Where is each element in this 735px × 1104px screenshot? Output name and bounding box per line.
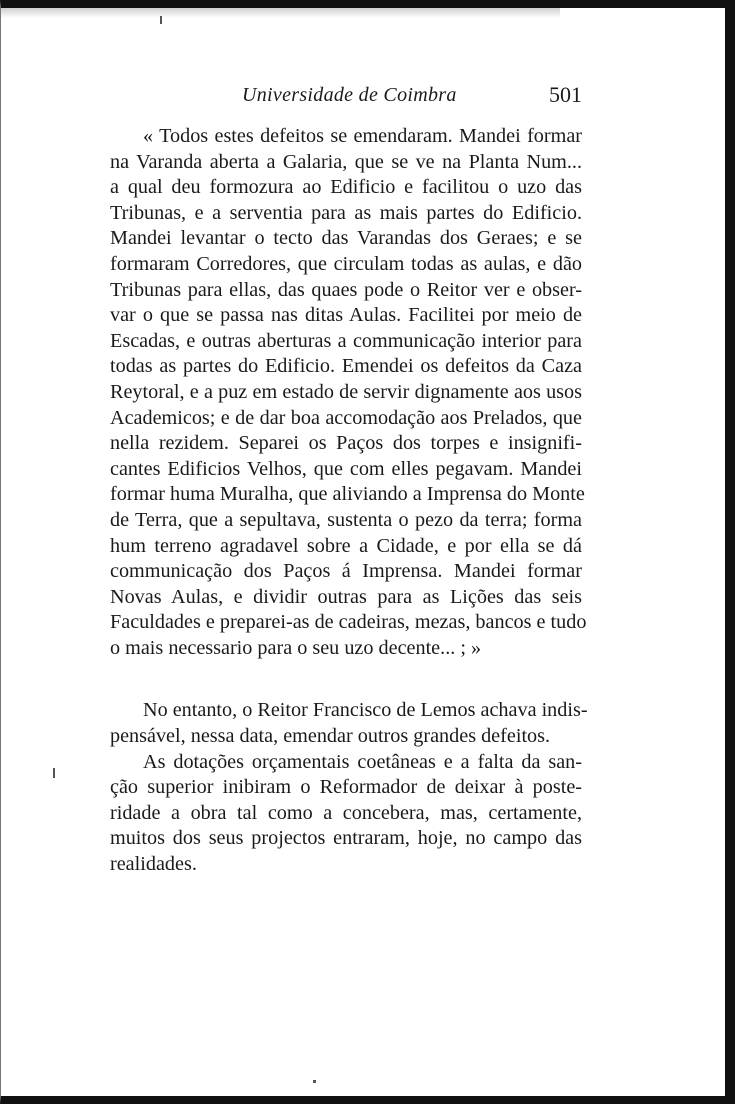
ink-speck — [160, 16, 162, 24]
paragraph — [110, 750, 582, 878]
text-line: na Varanda aberta a Galaria, que se ve na Planta Num... — [110, 150, 582, 173]
text-line: todas as partes do Edificio. Emendei os defeitos da Caza — [110, 355, 582, 378]
text-line: de Terra, que a sepultava, sustenta o pezo da terra; forma — [110, 508, 582, 531]
text-line: pensável, nessa data, emendar outros grandes defeitos. — [110, 725, 551, 748]
text-line: realidades. — [110, 853, 197, 876]
page-number: 501 — [549, 82, 582, 107]
text-line: var o que se passa nas ditas Aulas. Facilitei por meio de — [110, 304, 582, 327]
text-line: a qual deu formozura ao Edificio e facilitou o uzo das — [110, 176, 582, 199]
ink-speck — [53, 768, 55, 778]
text-line: cantes Edificios Velhos, que com elles pegavam. Mandei — [110, 457, 582, 480]
text-line: Tribunas, e a serventia para as mais partes do Edificio. — [110, 201, 582, 224]
running-title: Universidade de Coimbra — [242, 84, 457, 106]
text-line: As dotações orçamentais coetâneas e a falta da san- — [143, 750, 582, 773]
quoted-passage — [110, 124, 587, 661]
paragraph-gap — [110, 661, 582, 698]
running-header — [110, 80, 582, 116]
text-line: nella rezidem. Separei os Paços dos torpes e insignifi- — [110, 432, 582, 455]
text-line: Novas Aulas, e dividir outras para as Lições das seis — [110, 585, 582, 608]
text-line: Faculdades e preparei-as de cadeiras, mezas, bancos e tudo — [110, 611, 587, 634]
text-line: muitos dos seus projectos entraram, hoje, no campo das — [110, 827, 582, 850]
scan-edge-shadow — [0, 8, 560, 18]
text-line: Mandei levantar o tecto das Varandas dos Geraes; e se — [110, 227, 582, 250]
text-line: No entanto, o Reitor Francisco de Lemos achava indis- — [143, 699, 588, 722]
text-line: ridade a obra tal como a concebera, mas, certamente, — [110, 801, 582, 824]
text-line: formaram Corredores, que circulam todas as aulas, e dão — [110, 252, 582, 275]
text-line: Tribunas para ellas, das quaes pode o Reitor ver e obser- — [110, 278, 582, 301]
text-line: o mais necessario para o seu uzo decente... ; » — [110, 636, 482, 659]
paragraph — [110, 698, 588, 749]
ink-speck — [313, 1080, 316, 1083]
text-line: « Todos estes defeitos se emendaram. Mandei formar — [143, 125, 582, 147]
text-line: communicação dos Paços á Imprensa. Mandei formar — [110, 560, 582, 583]
text-line: formar huma Muralha, que aliviando a Imprensa do Monte — [110, 483, 585, 506]
text-line: Academicos; e de dar boa accomodação aos Prelados, que — [110, 406, 582, 429]
text-line: Reytoral, e a puz em estado de servir dignamente aos usos — [110, 380, 582, 403]
text-line: hum terreno agradavel sobre a Cidade, e por ella se dá — [110, 534, 582, 557]
text-line: ção superior inibiram o Reformador de deixar à poste- — [110, 776, 582, 799]
text-line: Escadas, e outras aberturas a communicação interior para — [110, 329, 582, 352]
body-text — [110, 124, 588, 878]
